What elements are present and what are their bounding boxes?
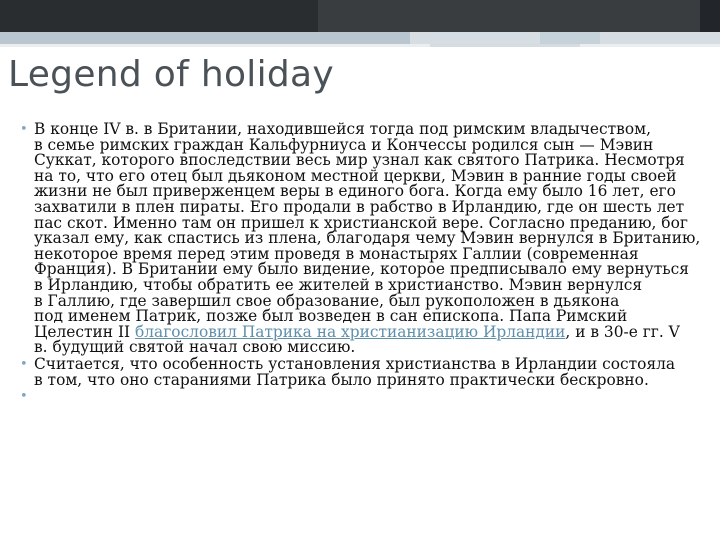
text-line: в том, что оно стараниями Патрика было принято практически бескровно. (34, 370, 649, 389)
text-line: в. будущий святой начал свою миссию. (34, 338, 356, 357)
bullet-item-3 (20, 389, 712, 405)
header-light-segment-2 (540, 32, 600, 44)
slide-title: Legend of holiday (8, 54, 334, 95)
bullet-dot-icon: • (20, 122, 28, 137)
bullet-list (20, 122, 712, 406)
header-dark-bar (0, 0, 720, 32)
text-line: В конце IV в. в Британии, находившейся тогда под римским владычеством, (34, 120, 651, 138)
text-line: в Ирландию, чтобы обратить ее жителей в христианство. Мэвин вернулся (34, 275, 643, 294)
mission-link[interactable]: благословил Патрика на христианизацию Ирландии (135, 322, 566, 341)
text-line (34, 389, 712, 405)
text-line: на то, что его отец был дьяконом местной церкви, Мэвин в ранние годы своей (34, 166, 677, 185)
text-line: Франция). В Британии ему было видение, которое предписывало ему вернуться (34, 260, 689, 279)
header-dark-segment-end (700, 0, 720, 32)
bullet-item-2 (20, 354, 712, 389)
text-line: жизни не был приверженцем веры в единого бога. Когда ему было 16 лет, его (34, 182, 676, 201)
text-line: в семье римских граждан Кальфурниуса и Кончессы родился сын — Мэвин (34, 135, 654, 154)
bullet-dot-icon: • (20, 389, 28, 405)
header-light-segment (0, 32, 410, 44)
header-dark-segment (0, 0, 318, 32)
text-fragment: , и в 30-е гг. V (565, 322, 680, 341)
text-line: пас скот. Именно там он пришел к христианской вере. Согласно преданию, бог (34, 213, 688, 232)
text-line: некоторое время перед этим проведя в монастырях Галлии (современная (34, 244, 639, 263)
header-thin-segment (430, 44, 580, 47)
text-fragment: Целестин II (34, 322, 136, 341)
header-thin-bar (0, 44, 720, 47)
text-line: указал ему, как спастись из плена, благодаря чему Мэвин вернулся в Британию, (34, 229, 701, 248)
bullet-item-1 (20, 122, 712, 356)
bullet-dot-icon: • (20, 356, 28, 372)
text-line: Считается, что особенность установления христианства в Ирландии состояла (34, 354, 676, 373)
text-line: под именем Патрик, позже был возведен в сан епископа. Папа Римский (34, 307, 628, 326)
text-line: захватили в плен пираты. Его продали в рабство в Ирландию, где он шесть лет (34, 197, 685, 216)
header-light-bar (0, 32, 720, 44)
text-line: Суккат, которого впоследствии весь мир узнал как святого Патрика. Несмотря (34, 151, 685, 170)
text-line: в Галлию, где завершил свое образование, был рукоположен в дьякона (34, 291, 620, 310)
